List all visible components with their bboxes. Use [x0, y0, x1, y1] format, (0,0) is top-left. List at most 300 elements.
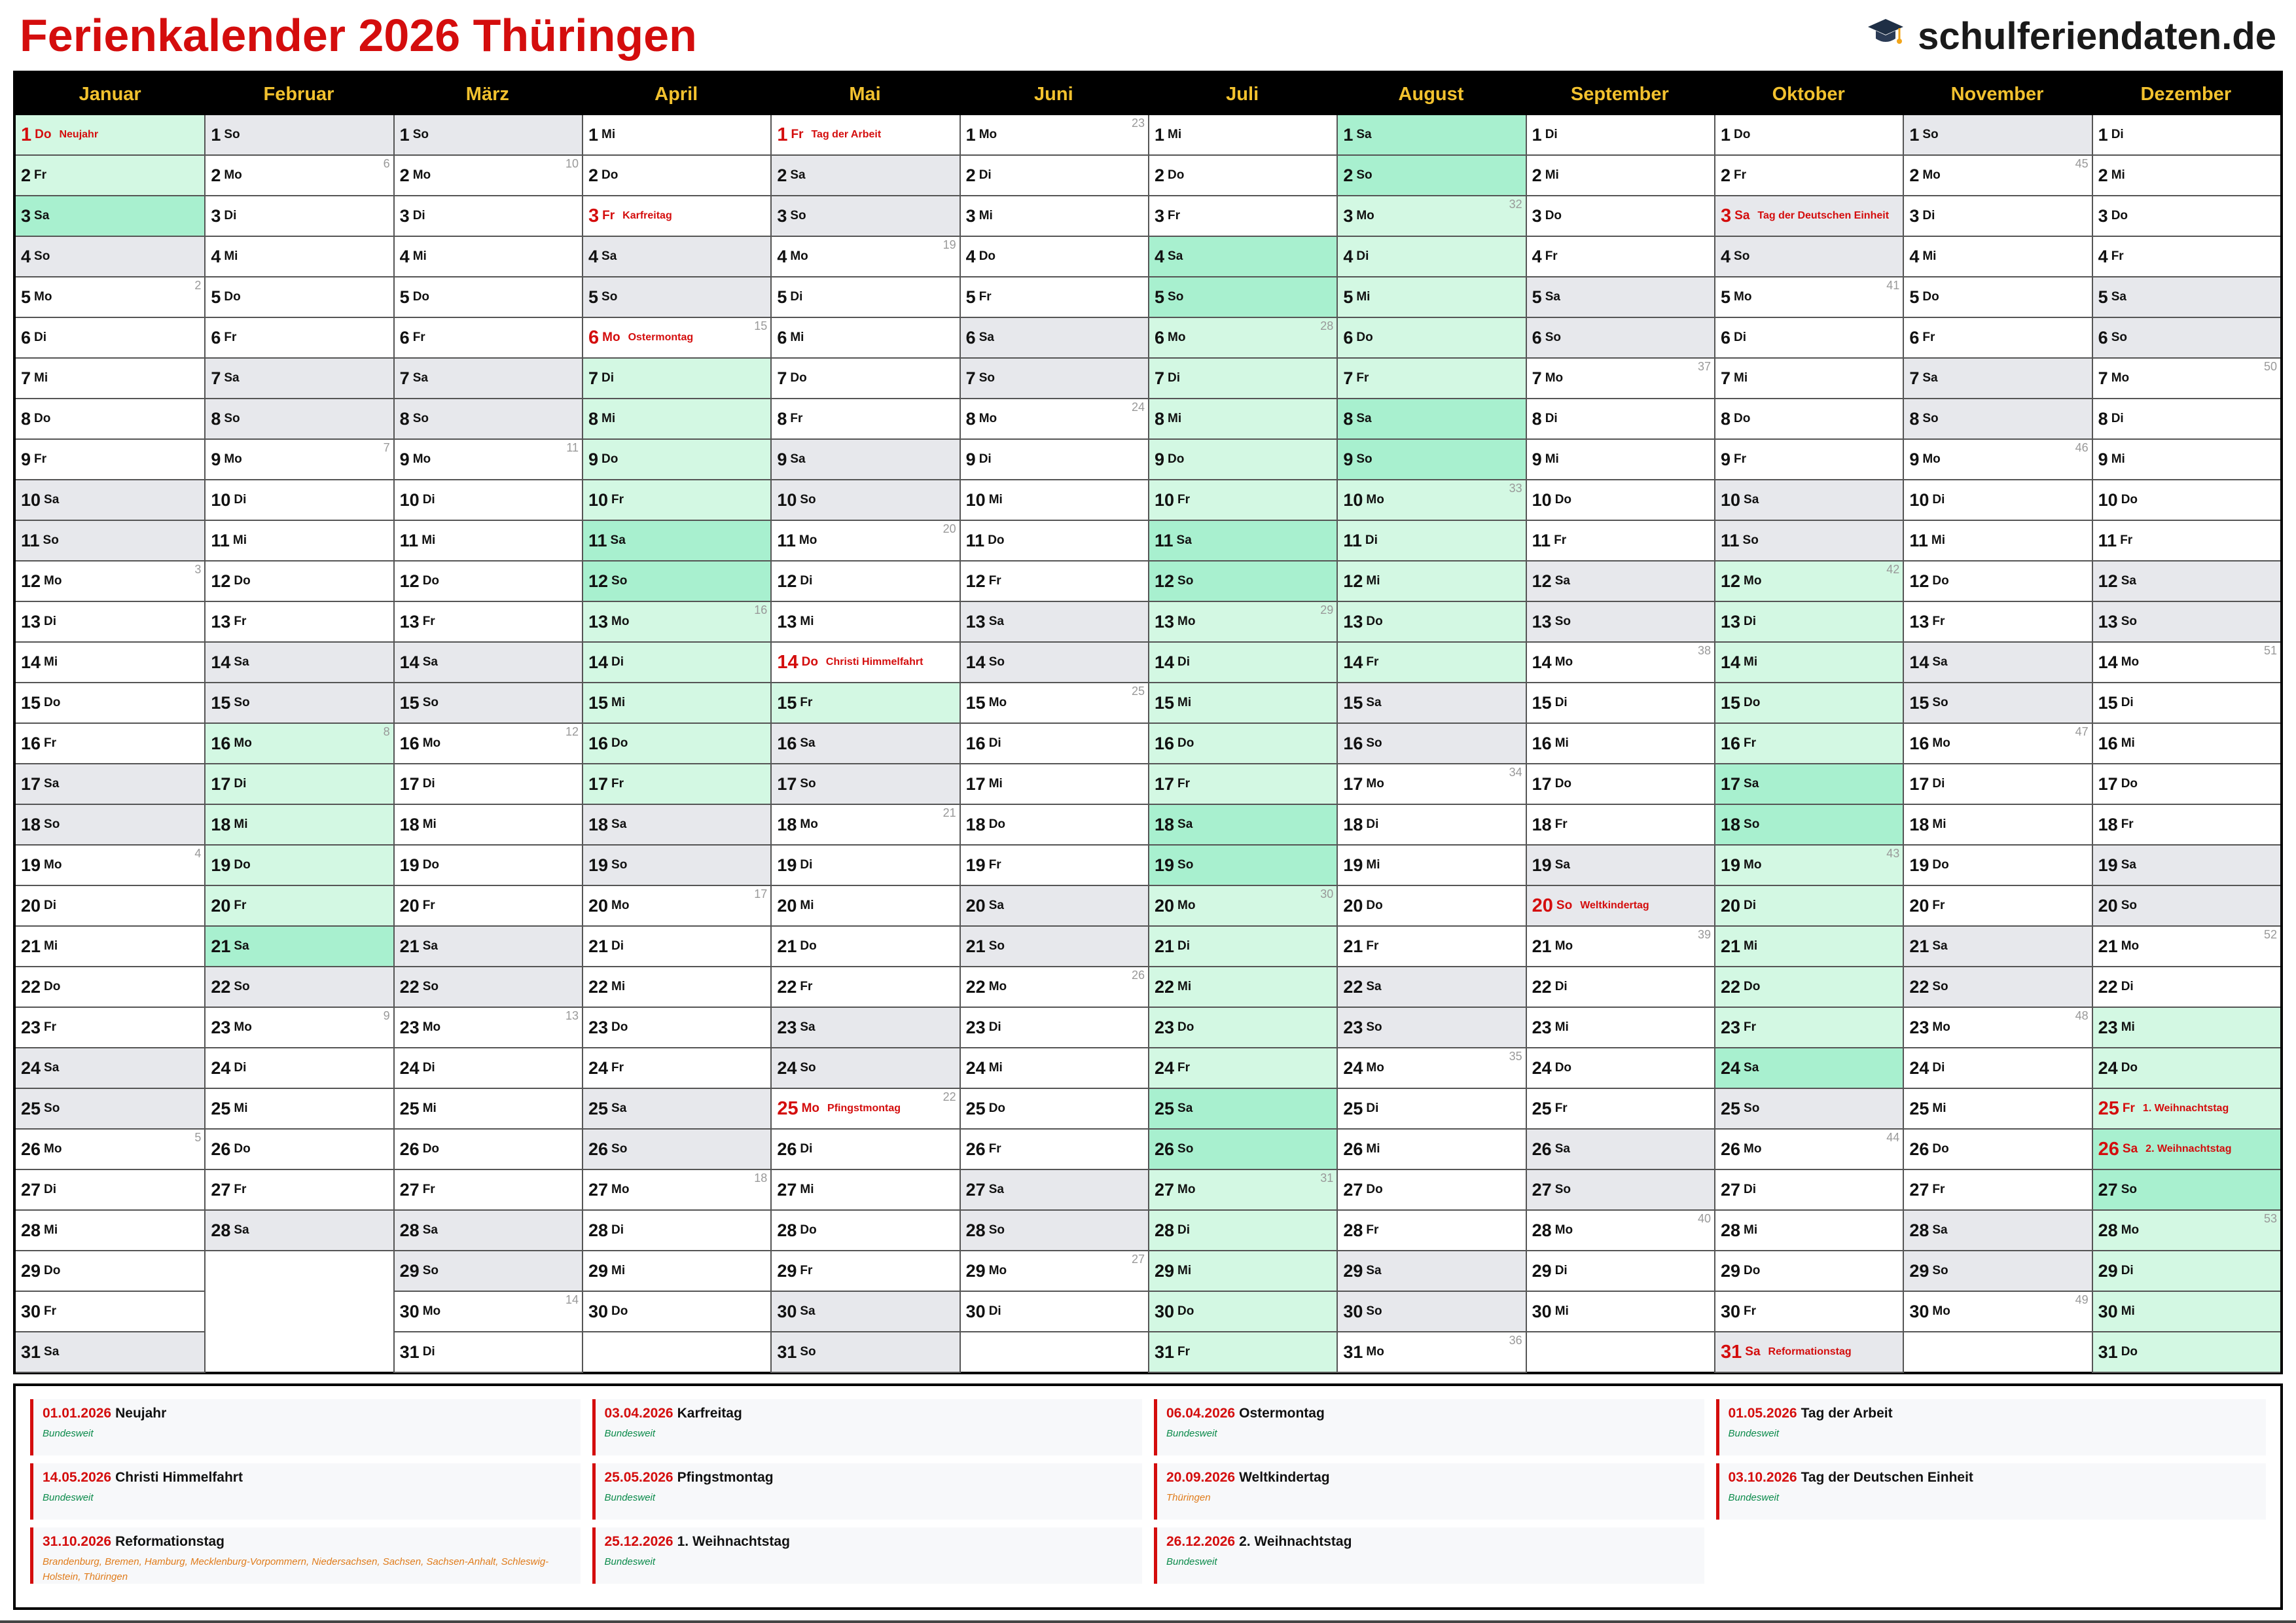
day-cell[interactable] — [395, 399, 582, 440]
day-cell[interactable] — [2093, 602, 2280, 643]
day-cell[interactable] — [772, 237, 959, 277]
day-cell[interactable] — [1715, 846, 1903, 886]
day-cell[interactable] — [1149, 1251, 1336, 1292]
day-cell[interactable] — [1149, 602, 1336, 643]
day-cell[interactable] — [961, 1048, 1148, 1089]
day-cell[interactable] — [395, 480, 582, 521]
day-cell[interactable] — [1149, 683, 1336, 724]
day-cell[interactable] — [16, 196, 204, 237]
day-cell[interactable] — [16, 115, 204, 156]
day-cell[interactable] — [961, 156, 1148, 196]
day-cell[interactable] — [1904, 643, 2091, 683]
day-cell[interactable] — [2093, 1008, 2280, 1048]
day-cell[interactable] — [1715, 1130, 1903, 1170]
day-cell[interactable] — [583, 1008, 770, 1048]
day-cell[interactable] — [2093, 1048, 2280, 1089]
day-cell[interactable] — [583, 237, 770, 277]
day-cell[interactable] — [961, 1170, 1148, 1211]
day-cell[interactable] — [1715, 1048, 1903, 1089]
day-cell[interactable] — [1149, 318, 1336, 359]
day-cell[interactable] — [1338, 399, 1525, 440]
day-cell[interactable] — [1715, 399, 1903, 440]
day-cell[interactable] — [1149, 1130, 1336, 1170]
day-cell[interactable] — [772, 764, 959, 805]
day-cell[interactable] — [2093, 724, 2280, 764]
day-cell[interactable] — [1149, 846, 1336, 886]
day-cell[interactable] — [16, 643, 204, 683]
day-cell[interactable] — [583, 196, 770, 237]
day-cell[interactable] — [961, 480, 1148, 521]
day-cell[interactable] — [1149, 1048, 1336, 1089]
day-cell[interactable] — [1149, 521, 1336, 562]
day-cell[interactable] — [1338, 643, 1525, 683]
day-cell[interactable] — [1715, 480, 1903, 521]
day-cell[interactable] — [1904, 237, 2091, 277]
day-cell[interactable] — [16, 1251, 204, 1292]
day-cell[interactable] — [961, 764, 1148, 805]
day-cell[interactable] — [772, 156, 959, 196]
day-cell[interactable] — [1904, 1251, 2091, 1292]
day-cell[interactable] — [16, 562, 204, 602]
day-cell[interactable] — [1149, 237, 1336, 277]
day-cell[interactable] — [1527, 562, 1714, 602]
day-cell[interactable] — [1904, 683, 2091, 724]
day-cell[interactable] — [395, 440, 582, 480]
day-cell[interactable] — [1715, 724, 1903, 764]
day-cell[interactable] — [961, 1292, 1148, 1332]
day-cell[interactable] — [961, 967, 1148, 1008]
day-cell[interactable] — [1715, 318, 1903, 359]
day-cell[interactable] — [1715, 1089, 1903, 1130]
day-cell[interactable] — [1338, 1170, 1525, 1211]
day-cell[interactable] — [1527, 318, 1714, 359]
day-cell[interactable] — [1149, 886, 1336, 927]
day-cell[interactable] — [583, 480, 770, 521]
day-cell[interactable] — [206, 764, 393, 805]
day-cell[interactable] — [1527, 846, 1714, 886]
day-cell[interactable] — [1715, 1008, 1903, 1048]
day-cell[interactable] — [395, 562, 582, 602]
day-cell[interactable] — [1715, 521, 1903, 562]
day-cell[interactable] — [2093, 805, 2280, 846]
day-cell[interactable] — [206, 115, 393, 156]
day-cell[interactable] — [16, 967, 204, 1008]
day-cell[interactable] — [395, 1332, 582, 1373]
day-cell[interactable] — [1715, 683, 1903, 724]
day-cell[interactable] — [772, 846, 959, 886]
day-cell[interactable] — [1527, 967, 1714, 1008]
day-cell[interactable] — [1149, 724, 1336, 764]
day-cell[interactable] — [961, 318, 1148, 359]
day-cell[interactable] — [772, 1170, 959, 1211]
day-cell[interactable] — [206, 846, 393, 886]
day-cell[interactable] — [16, 399, 204, 440]
day-cell[interactable] — [16, 764, 204, 805]
day-cell[interactable] — [1527, 1089, 1714, 1130]
day-cell[interactable] — [16, 237, 204, 277]
day-cell[interactable] — [2093, 562, 2280, 602]
day-cell[interactable] — [395, 156, 582, 196]
day-cell[interactable] — [1527, 480, 1714, 521]
day-cell[interactable] — [1904, 724, 2091, 764]
day-cell[interactable] — [2093, 683, 2280, 724]
day-cell[interactable] — [1904, 1008, 2091, 1048]
day-cell[interactable] — [961, 115, 1148, 156]
day-cell[interactable] — [1527, 156, 1714, 196]
day-cell[interactable] — [1338, 359, 1525, 399]
day-cell[interactable] — [16, 805, 204, 846]
day-cell[interactable] — [1338, 196, 1525, 237]
day-cell[interactable] — [772, 1292, 959, 1332]
day-cell[interactable] — [395, 643, 582, 683]
day-cell[interactable] — [1338, 724, 1525, 764]
day-cell[interactable] — [2093, 1251, 2280, 1292]
day-cell[interactable] — [1527, 196, 1714, 237]
day-cell[interactable] — [1149, 967, 1336, 1008]
day-cell[interactable] — [1338, 440, 1525, 480]
day-cell[interactable] — [1904, 967, 2091, 1008]
day-cell[interactable] — [1338, 1332, 1525, 1373]
day-cell[interactable] — [16, 683, 204, 724]
day-cell[interactable] — [1904, 115, 2091, 156]
day-cell[interactable] — [206, 927, 393, 967]
day-cell[interactable] — [16, 156, 204, 196]
day-cell[interactable] — [772, 1008, 959, 1048]
day-cell[interactable] — [772, 480, 959, 521]
day-cell[interactable] — [772, 1130, 959, 1170]
day-cell[interactable] — [16, 318, 204, 359]
day-cell[interactable] — [395, 277, 582, 318]
day-cell[interactable] — [772, 805, 959, 846]
day-cell[interactable] — [2093, 521, 2280, 562]
day-cell[interactable] — [1527, 602, 1714, 643]
day-cell[interactable] — [961, 359, 1148, 399]
day-cell[interactable] — [1338, 1089, 1525, 1130]
day-cell[interactable] — [2093, 927, 2280, 967]
day-cell[interactable] — [1527, 237, 1714, 277]
day-cell[interactable] — [16, 927, 204, 967]
day-cell[interactable] — [2093, 277, 2280, 318]
day-cell[interactable] — [2093, 643, 2280, 683]
day-cell[interactable] — [583, 440, 770, 480]
day-cell[interactable] — [16, 886, 204, 927]
day-cell[interactable] — [1715, 1332, 1903, 1373]
day-cell[interactable] — [206, 1211, 393, 1251]
day-cell[interactable] — [772, 318, 959, 359]
day-cell[interactable] — [1338, 237, 1525, 277]
day-cell[interactable] — [961, 562, 1148, 602]
day-cell[interactable] — [395, 521, 582, 562]
day-cell[interactable] — [206, 602, 393, 643]
day-cell[interactable] — [1338, 1130, 1525, 1170]
day-cell[interactable] — [1904, 480, 2091, 521]
day-cell[interactable] — [206, 399, 393, 440]
day-cell[interactable] — [1904, 602, 2091, 643]
day-cell[interactable] — [1527, 1130, 1714, 1170]
day-cell[interactable] — [16, 1332, 204, 1373]
day-cell[interactable] — [961, 1089, 1148, 1130]
day-cell[interactable] — [1715, 764, 1903, 805]
day-cell[interactable] — [206, 683, 393, 724]
day-cell[interactable] — [1527, 277, 1714, 318]
day-cell[interactable] — [395, 724, 582, 764]
day-cell[interactable] — [1904, 318, 2091, 359]
day-cell[interactable] — [2093, 440, 2280, 480]
day-cell[interactable] — [1715, 196, 1903, 237]
day-cell[interactable] — [16, 846, 204, 886]
day-cell[interactable] — [1149, 156, 1336, 196]
day-cell[interactable] — [2093, 156, 2280, 196]
day-cell[interactable] — [772, 927, 959, 967]
day-cell[interactable] — [1715, 927, 1903, 967]
day-cell[interactable] — [1904, 1211, 2091, 1251]
day-cell[interactable] — [395, 764, 582, 805]
day-cell[interactable] — [1527, 359, 1714, 399]
day-cell[interactable] — [206, 480, 393, 521]
day-cell[interactable] — [1149, 1292, 1336, 1332]
day-cell[interactable] — [395, 805, 582, 846]
day-cell[interactable] — [1904, 1130, 2091, 1170]
day-cell[interactable] — [16, 724, 204, 764]
day-cell[interactable] — [961, 196, 1148, 237]
day-cell[interactable] — [583, 724, 770, 764]
day-cell[interactable] — [1338, 846, 1525, 886]
day-cell[interactable] — [395, 1251, 582, 1292]
day-cell[interactable] — [583, 1130, 770, 1170]
day-cell[interactable] — [1715, 359, 1903, 399]
day-cell[interactable] — [1338, 967, 1525, 1008]
day-cell[interactable] — [583, 927, 770, 967]
day-cell[interactable] — [1338, 764, 1525, 805]
day-cell[interactable] — [1527, 440, 1714, 480]
day-cell[interactable] — [1715, 886, 1903, 927]
day-cell[interactable] — [583, 562, 770, 602]
day-cell[interactable] — [961, 805, 1148, 846]
day-cell[interactable] — [16, 1089, 204, 1130]
day-cell[interactable] — [206, 1048, 393, 1089]
day-cell[interactable] — [395, 1130, 582, 1170]
day-cell[interactable] — [16, 1211, 204, 1251]
day-cell[interactable] — [1904, 1170, 2091, 1211]
day-cell[interactable] — [2093, 1211, 2280, 1251]
day-cell[interactable] — [772, 359, 959, 399]
day-cell[interactable] — [1149, 1332, 1336, 1373]
day-cell[interactable] — [772, 277, 959, 318]
day-cell[interactable] — [206, 318, 393, 359]
day-cell[interactable] — [772, 115, 959, 156]
day-cell[interactable] — [772, 399, 959, 440]
day-cell[interactable] — [1527, 886, 1714, 927]
day-cell[interactable] — [583, 318, 770, 359]
day-cell[interactable] — [2093, 1130, 2280, 1170]
day-cell[interactable] — [16, 521, 204, 562]
day-cell[interactable] — [206, 359, 393, 399]
day-cell[interactable] — [1715, 562, 1903, 602]
day-cell[interactable] — [961, 643, 1148, 683]
day-cell[interactable] — [1904, 562, 2091, 602]
day-cell[interactable] — [961, 602, 1148, 643]
day-cell[interactable] — [1527, 805, 1714, 846]
day-cell[interactable] — [583, 602, 770, 643]
brand[interactable] — [1867, 14, 2276, 58]
day-cell[interactable] — [1715, 602, 1903, 643]
day-cell[interactable] — [1715, 643, 1903, 683]
day-cell[interactable] — [583, 886, 770, 927]
day-cell[interactable] — [1338, 1251, 1525, 1292]
day-cell[interactable] — [772, 602, 959, 643]
day-cell[interactable] — [1527, 643, 1714, 683]
day-cell[interactable] — [583, 1048, 770, 1089]
day-cell[interactable] — [2093, 1089, 2280, 1130]
day-cell[interactable] — [395, 196, 582, 237]
day-cell[interactable] — [16, 480, 204, 521]
day-cell[interactable] — [1527, 1008, 1714, 1048]
day-cell[interactable] — [1338, 886, 1525, 927]
day-cell[interactable] — [395, 1008, 582, 1048]
day-cell[interactable] — [1715, 440, 1903, 480]
day-cell[interactable] — [1527, 683, 1714, 724]
day-cell[interactable] — [772, 440, 959, 480]
day-cell[interactable] — [1904, 277, 2091, 318]
day-cell[interactable] — [16, 602, 204, 643]
day-cell[interactable] — [961, 1211, 1148, 1251]
day-cell[interactable] — [395, 1048, 582, 1089]
day-cell[interactable] — [772, 643, 959, 683]
day-cell[interactable] — [206, 521, 393, 562]
day-cell[interactable] — [1904, 1292, 2091, 1332]
day-cell[interactable] — [395, 115, 582, 156]
day-cell[interactable] — [206, 1170, 393, 1211]
day-cell[interactable] — [2093, 886, 2280, 927]
day-cell[interactable] — [583, 277, 770, 318]
day-cell[interactable] — [206, 1130, 393, 1170]
day-cell[interactable] — [1715, 237, 1903, 277]
day-cell[interactable] — [395, 927, 582, 967]
day-cell[interactable] — [16, 1008, 204, 1048]
day-cell[interactable] — [772, 724, 959, 764]
day-cell[interactable] — [1338, 480, 1525, 521]
day-cell[interactable] — [772, 1251, 959, 1292]
day-cell[interactable] — [1338, 927, 1525, 967]
day-cell[interactable] — [583, 156, 770, 196]
day-cell[interactable] — [961, 237, 1148, 277]
day-cell[interactable] — [583, 1292, 770, 1332]
day-cell[interactable] — [206, 967, 393, 1008]
day-cell[interactable] — [583, 967, 770, 1008]
day-cell[interactable] — [1715, 1170, 1903, 1211]
day-cell[interactable] — [1338, 1211, 1525, 1251]
day-cell[interactable] — [1149, 805, 1336, 846]
day-cell[interactable] — [395, 602, 582, 643]
day-cell[interactable] — [1904, 886, 2091, 927]
day-cell[interactable] — [2093, 1292, 2280, 1332]
day-cell[interactable] — [583, 359, 770, 399]
day-cell[interactable] — [961, 440, 1148, 480]
day-cell[interactable] — [1715, 967, 1903, 1008]
day-cell[interactable] — [395, 359, 582, 399]
day-cell[interactable] — [1527, 1251, 1714, 1292]
day-cell[interactable] — [206, 196, 393, 237]
day-cell[interactable] — [16, 1170, 204, 1211]
day-cell[interactable] — [16, 1130, 204, 1170]
day-cell[interactable] — [2093, 1332, 2280, 1373]
day-cell[interactable] — [1149, 277, 1336, 318]
day-cell[interactable] — [2093, 480, 2280, 521]
day-cell[interactable] — [1715, 156, 1903, 196]
day-cell[interactable] — [583, 399, 770, 440]
day-cell[interactable] — [1527, 724, 1714, 764]
day-cell[interactable] — [583, 1089, 770, 1130]
day-cell[interactable] — [1338, 683, 1525, 724]
day-cell[interactable] — [1527, 1292, 1714, 1332]
day-cell[interactable] — [1715, 277, 1903, 318]
day-cell[interactable] — [1149, 359, 1336, 399]
day-cell[interactable] — [1715, 1292, 1903, 1332]
day-cell[interactable] — [395, 967, 582, 1008]
day-cell[interactable] — [1904, 1089, 2091, 1130]
day-cell[interactable] — [1338, 521, 1525, 562]
day-cell[interactable] — [16, 440, 204, 480]
day-cell[interactable] — [1149, 764, 1336, 805]
day-cell[interactable] — [16, 1292, 204, 1332]
day-cell[interactable] — [772, 886, 959, 927]
day-cell[interactable] — [772, 521, 959, 562]
day-cell[interactable] — [772, 967, 959, 1008]
day-cell[interactable] — [583, 1251, 770, 1292]
day-cell[interactable] — [1904, 521, 2091, 562]
day-cell[interactable] — [395, 1211, 582, 1251]
day-cell[interactable] — [961, 724, 1148, 764]
day-cell[interactable] — [961, 277, 1148, 318]
day-cell[interactable] — [772, 562, 959, 602]
day-cell[interactable] — [583, 115, 770, 156]
day-cell[interactable] — [1338, 805, 1525, 846]
day-cell[interactable] — [1338, 115, 1525, 156]
day-cell[interactable] — [1338, 1048, 1525, 1089]
day-cell[interactable] — [772, 1048, 959, 1089]
day-cell[interactable] — [583, 683, 770, 724]
day-cell[interactable] — [395, 1089, 582, 1130]
day-cell[interactable] — [1527, 1211, 1714, 1251]
day-cell[interactable] — [1149, 643, 1336, 683]
day-cell[interactable] — [2093, 967, 2280, 1008]
day-cell[interactable] — [772, 1332, 959, 1373]
day-cell[interactable] — [395, 886, 582, 927]
day-cell[interactable] — [1149, 440, 1336, 480]
day-cell[interactable] — [1149, 562, 1336, 602]
day-cell[interactable] — [395, 846, 582, 886]
day-cell[interactable] — [961, 927, 1148, 967]
day-cell[interactable] — [395, 1170, 582, 1211]
day-cell[interactable] — [961, 399, 1148, 440]
day-cell[interactable] — [1715, 115, 1903, 156]
day-cell[interactable] — [206, 886, 393, 927]
day-cell[interactable] — [1527, 399, 1714, 440]
day-cell[interactable] — [1527, 764, 1714, 805]
day-cell[interactable] — [583, 846, 770, 886]
day-cell[interactable] — [1149, 1008, 1336, 1048]
day-cell[interactable] — [2093, 318, 2280, 359]
day-cell[interactable] — [206, 1008, 393, 1048]
day-cell[interactable] — [1149, 196, 1336, 237]
day-cell[interactable] — [1149, 927, 1336, 967]
day-cell[interactable] — [16, 1048, 204, 1089]
day-cell[interactable] — [395, 318, 582, 359]
day-cell[interactable] — [1338, 277, 1525, 318]
day-cell[interactable] — [961, 683, 1148, 724]
day-cell[interactable] — [961, 521, 1148, 562]
day-cell[interactable] — [1527, 1170, 1714, 1211]
